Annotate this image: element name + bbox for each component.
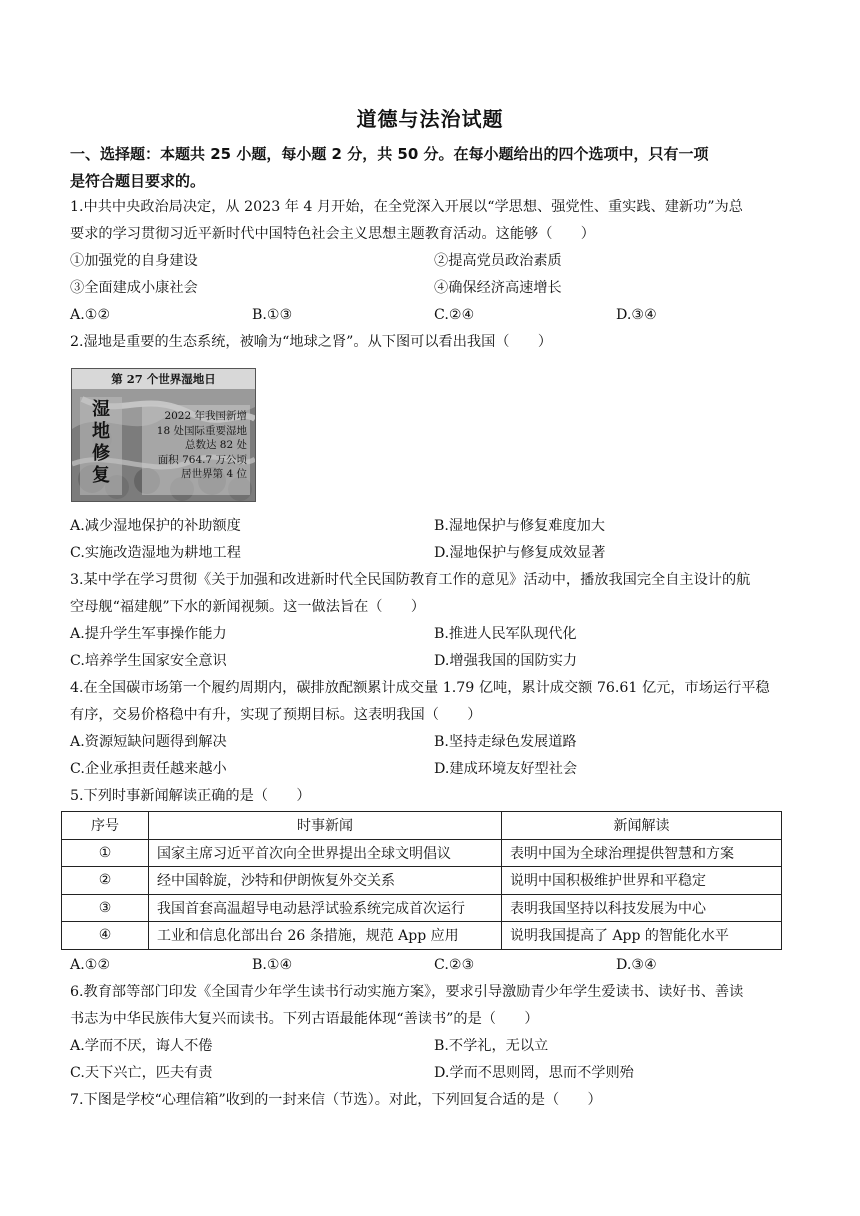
q4-option-d: D.建成环境友好型社会: [434, 761, 578, 777]
q1-statement-3: ③全面建成小康社会: [70, 280, 198, 296]
q5-stem-line1: 5.下列时事新闻解读正确的是（ ）: [70, 788, 311, 804]
q1-option-c: C.②④: [434, 307, 475, 323]
fact-line: 18 处国际重要湿地: [156, 424, 247, 437]
wetland-poster-image: [71, 368, 256, 502]
q1-option-b: B.①③: [252, 307, 293, 323]
q6-stem-line1: 6.教育部等部门印发《全国青少年学生读书行动实施方案》，要求引导激励青少年学生爱读书、读好书、善读: [70, 984, 744, 1000]
table-row: [62, 839, 782, 867]
vertical-char: 复: [92, 465, 110, 486]
row-news: 工业和信息化部出台 26 条措施，规范 App 应用: [149, 922, 502, 950]
q1-statement-4: ④确保经济高速增长: [434, 280, 562, 296]
wetland-poster-vertical-title: [86, 399, 116, 487]
table-row: [62, 922, 782, 950]
header-news: 时事新闻: [149, 812, 502, 840]
q4-option-b: B.坚持走绿色发展道路: [434, 734, 577, 750]
row-number: ③: [62, 894, 149, 922]
q4-stem-line2: 有序，交易价格稳中有升，实现了预期目标。这表明我国（ ）: [70, 707, 482, 723]
row-interpretation: 说明我国提高了 App 的智能化水平: [502, 922, 782, 950]
q6-option-c: C.天下兴亡，匹夫有责: [70, 1065, 213, 1081]
q2-option-b: B.湿地保护与修复难度加大: [434, 518, 605, 534]
news-table: [61, 811, 782, 950]
q6-option-d: D.学而不思则罔，思而不学则殆: [434, 1065, 634, 1081]
q2-stem-line1: 2.湿地是重要的生态系统，被喻为“地球之肾”。从下图可以看出我国（ ）: [70, 334, 553, 350]
table-header-row: [62, 812, 782, 840]
vertical-char: 湿: [92, 399, 110, 420]
q6-stem-line2: 书志为中华民族伟大复兴而读书。下列古语最能体现“善读书”的是（ ）: [70, 1011, 539, 1027]
q5-option-a: A.①②: [70, 957, 111, 973]
fact-line: 总数达 82 处: [184, 439, 247, 451]
fact-line: 居世界第 4 位: [181, 468, 247, 480]
table-row: [62, 894, 782, 922]
q1-option-d: D.③④: [616, 307, 657, 323]
section-heading-line2: 是符合题目要求的。: [70, 172, 206, 190]
q7-stem-line1: 7.下图是学校“心理信箱”收到的一封来信（节选）。对此，下列回复合适的是（ ）: [70, 1092, 602, 1108]
row-number: ②: [62, 867, 149, 895]
vertical-char: 修: [92, 443, 110, 464]
row-interpretation: 表明中国为全球治理提供智慧和方案: [502, 839, 782, 867]
table-row: [62, 867, 782, 895]
row-number: ④: [62, 922, 149, 950]
row-interpretation: 说明中国积极维护世界和平稳定: [502, 867, 782, 895]
wetland-poster-facts: [157, 409, 247, 482]
page-title: 道德与法治试题: [356, 107, 504, 131]
row-news: 国家主席习近平首次向全世界提出全球文明倡议: [149, 839, 502, 867]
q2-option-d: D.湿地保护与修复成效显著: [434, 545, 606, 561]
header-number: 序号: [62, 812, 149, 840]
header-interpretation: 新闻解读: [502, 812, 782, 840]
wetland-poster-caption: 第 27 个世界湿地日: [111, 372, 216, 386]
q6-option-a: A.学而不厌，诲人不倦: [70, 1038, 213, 1054]
section-heading: [70, 141, 795, 195]
row-interpretation: 表明我国坚持以科技发展为中心: [502, 894, 782, 922]
q3-stem-line1: 3.某中学在学习贯彻《关于加强和改进新时代全民国防教育工作的意见》活动中，播放我国完全自主设计的航: [70, 572, 751, 588]
row-news: 经中国斡旋，沙特和伊朗恢复外交关系: [149, 867, 502, 895]
q3-option-c: C.培养学生国家安全意识: [70, 653, 227, 669]
q3-option-b: B.推进人民军队现代化: [434, 626, 577, 642]
q1-stem-line1: 1.中共中央政治局决定，从 2023 年 4 月开始，在全党深入开展以“学思想、强党性、重实践、建新功”为总: [70, 199, 743, 215]
q1-statement-1: ①加强党的自身建设: [70, 253, 198, 269]
q5-option-d: D.③④: [616, 957, 657, 973]
fact-line: 面积 764.7 万公顷: [157, 453, 247, 466]
section-heading-line1: 一、选择题：本题共 25 小题，每小题 2 分，共 50 分。在每小题给出的四个选项中，只有一项: [70, 145, 709, 163]
q3-stem-line2: 空母舰“福建舰”下水的新闻视频。这一做法旨在（ ）: [70, 599, 426, 615]
q5-option-c: C.②③: [434, 957, 475, 973]
fact-line: 2022 年我国新增: [164, 410, 247, 422]
q4-option-c: C.企业承担责任越来越小: [70, 761, 227, 777]
q3-option-a: A.提升学生军事操作能力: [70, 626, 227, 642]
q5-option-b: B.①④: [252, 957, 293, 973]
q1-stem-line2: 要求的学习贯彻习近平新时代中国特色社会主义思想主题教育活动。这能够（ ）: [70, 226, 595, 242]
q1-option-a: A.①②: [70, 307, 111, 323]
q2-option-c: C.实施改造湿地为耕地工程: [70, 545, 241, 561]
q3-option-d: D.增强我国的国防实力: [434, 653, 578, 669]
q6-option-b: B.不学礼，无以立: [434, 1038, 549, 1054]
q2-option-a: A.减少湿地保护的补助额度: [70, 518, 241, 534]
vertical-char: 地: [92, 421, 110, 442]
row-news: 我国首套高温超导电动悬浮试验系统完成首次运行: [149, 894, 502, 922]
q4-option-a: A.资源短缺问题得到解决: [70, 734, 227, 750]
q1-statement-2: ②提高党员政治素质: [434, 253, 562, 269]
q4-stem-line1: 4.在全国碳市场第一个履约周期内，碳排放配额累计成交量 1.79 亿吨，累计成交额 76.61 亿元，市场运行平稳: [70, 680, 770, 696]
row-number: ①: [62, 839, 149, 867]
